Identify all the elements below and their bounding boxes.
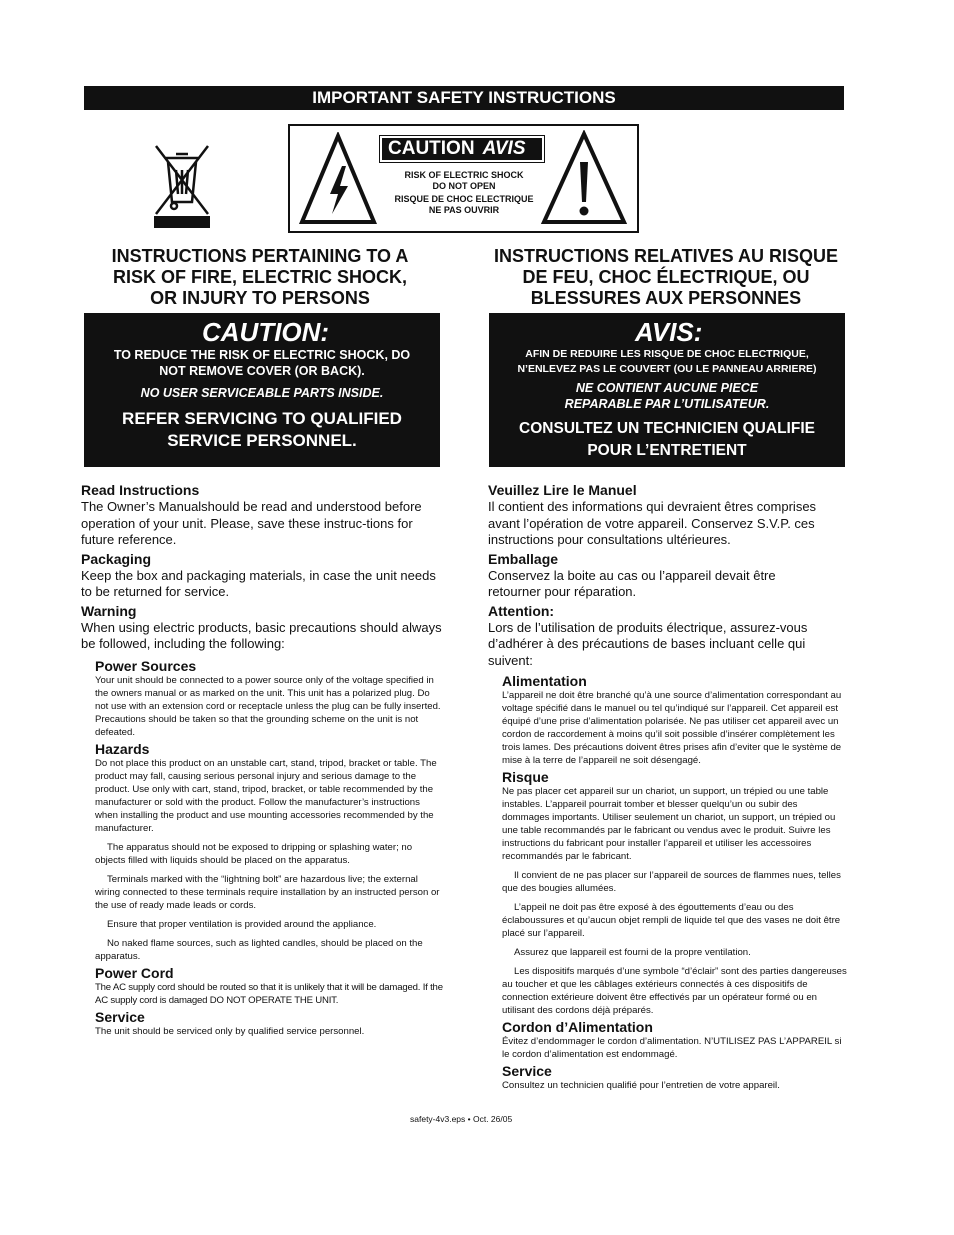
service-text: The unit should be serviced only by qualified service personnel. xyxy=(95,1025,365,1037)
warning-line-2: DO NOT OPEN xyxy=(432,181,496,191)
read-instructions-text: The Owner’s Manualshould be read and understood before operation of your unit. Please, save these instruc-tions for future reference. xyxy=(81,499,422,547)
caution-title: CAUTION: xyxy=(202,317,330,347)
veuillez-lire-text: Il contient des informations qui devraient êtres comprises avant l’opération de votre appareil. Conservez S.V.P. ces instructions pour consultations ultérieures. xyxy=(488,499,817,547)
emballage-text: Conservez la boite au cas ou l’appareil devait être retourner pour réparation. xyxy=(488,567,776,599)
exclamation-triangle-icon xyxy=(540,130,628,227)
cordon-heading: Cordon d’Alimentation xyxy=(502,1019,653,1035)
emballage-heading: Emballage xyxy=(488,550,559,567)
avis-line-3b: REPARABLE PAR L’UTILISATEUR. xyxy=(564,397,770,411)
risque-text-5: Les dispositifs marqués d’une symbole “d’éclair” sont des parties dangereuses au toucher et que les câblages extérieurs connectés à ces dispositifs de connection extérieure doivent être effectivés par un opérateur formé ou en utilisant des cordons déjà préparés. xyxy=(502,966,847,1016)
english-caution-box xyxy=(84,313,440,467)
page-title-bar: IMPORTANT SAFETY INSTRUCTIONS xyxy=(84,86,844,110)
footer-file-label: safety-4v3.eps • Oct. 26/05 xyxy=(410,1114,513,1124)
packaging-text: Keep the box and packaging materials, in case the unit needs to be returned for service. xyxy=(81,567,436,599)
attention-text: Lors de l’utilisation de produits électrique, assurez-vous d’adhérer à des précautions de bases incluant celle qui suivent: xyxy=(488,619,808,668)
caution-line-2: NOT REMOVE COVER (OR BACK). xyxy=(159,364,365,378)
warning-heading: Warning xyxy=(81,602,137,619)
read-instructions-heading: Read Instructions xyxy=(81,482,200,498)
avis-line-4: CONSULTEZ UN TECHNICIEN QUALIFIE xyxy=(519,420,815,437)
caution-line-3: NO USER SERVICEABLE PARTS INSIDE. xyxy=(140,386,384,400)
packaging-heading: Packaging xyxy=(81,550,152,567)
french-instructions-column xyxy=(488,482,853,1092)
avis-line-3: NE CONTIENT AUCUNE PIECE xyxy=(575,381,759,395)
french-avis-box xyxy=(489,313,845,467)
warning-line-3: RISQUE DE CHOC ELECTRIQUE xyxy=(394,194,534,204)
lightning-bolt-triangle-icon xyxy=(298,132,378,227)
power-cord-text: The AC supply cord should be routed so that it is unlikely that it will be damaged. If the AC supply cord is damaged DO NOT OPERATE THE UNIT. xyxy=(95,981,443,1006)
hazards-text-3: Terminals marked with the “lightning bolt” are hazardous live; the external wiring connected to these terminals require installation by an instructed person or the use of ready made leads or cords. xyxy=(95,873,440,911)
warning-line-1: RISK OF ELECTRIC SHOCK xyxy=(404,170,524,180)
power-sources-text: Your unit should be connected to a power source only of the voltage specified in the owners manual or as marked on the unit. This unit has a polarized plug. Do not use with an extension cord or receptacle unless the plug can be fully inserted. Precautions should be taken so that the grounding scheme on the unit is not defeated. xyxy=(95,674,441,738)
service-fr-heading: Service xyxy=(502,1063,552,1079)
hazards-text-2: The apparatus should not be exposed to dripping or splashing water; no objects filled with liquids should be placed on the apparatus. xyxy=(95,841,413,866)
avis-title: AVIS: xyxy=(635,317,703,347)
alimentation-heading: Alimentation xyxy=(502,673,587,689)
hazards-text: Do not place this product on an unstable cart, stand, tripod, bracket or table. The product may fall, causing serious personal injury and serious damage to the product. Use only with cart, stand, tripod, bracket, or table recommended by the manufacturer or sold with the product. Follow the manufacturer’s instructions when installing the product and use mounting accessories recommended by the manufacturer. xyxy=(95,757,437,834)
veuillez-lire-heading: Veuillez Lire le Manuel xyxy=(488,482,637,498)
hazards-text-5: No naked flame sources, such as lighted candles, should be placed on the apparatus. xyxy=(95,937,423,962)
risque-text-4: Assurez que lappareil est fourni de la propre ventilation. xyxy=(514,947,751,958)
caution-line-1: TO REDUCE THE RISK OF ELECTRIC SHOCK, DO xyxy=(113,348,411,362)
english-instructions-column xyxy=(81,482,446,1038)
service-fr-text: Consultez un technicien qualifié pour l’entretien de votre appareil. xyxy=(502,1080,780,1091)
warning-line-4: NE PAS OUVRIR xyxy=(428,205,500,215)
alimentation-text: L’appareil ne doit être branché qu’à une source d’alimentation correspondant au voltage spécifié dans le manuel ou tel qu’indiqué sur l’appareil. Cet appareil est équipé d’une prise d’alimentation polarisée. Ne pas utiliser cet appareil avec un cordon de raccordement à moins qu’il soit possible d’insérer complètement les trois lames. Des précautions doivent êtres prises afin d’eviter que le système de mise à la terre de l’appareil ne soit désengagé. xyxy=(502,690,842,766)
cordon-text: Évitez d’endommager le cordon d’alimentation. N’UTILISEZ PAS L’APPAREIL si le cordon d’alimentation est endommagé. xyxy=(502,1036,842,1060)
caution-avis-badge: CAUTION AVIS xyxy=(380,136,544,162)
power-sources-heading: Power Sources xyxy=(95,657,197,674)
risque-text-3: L’appeil ne doit pas être exposé à des égouttements d’eau ou des éclaboussures et qu’aucun objet rempli de liquide tel que des vases ne doit être placé sur l’appareil. xyxy=(502,902,841,939)
french-heading: INSTRUCTIONS RELATIVES AU RISQUE DE FEU, CHOC ÉLECTRIQUE, OU BLESSURES AUX PERSONNES xyxy=(493,246,839,308)
hazards-heading: Hazards xyxy=(95,740,150,757)
avis-line-2: N’ENLEVEZ PAS LE COUVERT (OU LE PANNEAU ARRIERE) xyxy=(517,363,817,375)
attention-heading: Attention: xyxy=(488,602,555,619)
warning-text: When using electric products, basic precautions should always be followed, including the following: xyxy=(81,619,442,651)
avis-line-1: AFIN DE REDUIRE LES RISQUE DE CHOC ELECTRIQUE, xyxy=(525,348,809,360)
hazards-text-4: Ensure that proper ventilation is provided around the appliance. xyxy=(107,918,377,930)
risque-heading: Risque xyxy=(502,769,549,785)
english-heading: INSTRUCTIONS PERTAINING TO A RISK OF FIRE, ELECTRIC SHOCK, OR INJURY TO PERSONS xyxy=(111,246,409,308)
caution-line-4: REFER SERVICING TO QUALIFIED xyxy=(122,409,402,428)
service-heading: Service xyxy=(95,1008,145,1025)
caution-warning-label xyxy=(288,124,639,233)
avis-line-5: POUR L’ENTRETIENT xyxy=(587,442,747,459)
risque-text-2: Il convient de ne pas placer sur l’appareil de sources de flammes nues, telles que des bougies allumées. xyxy=(502,870,841,894)
risque-text: Ne pas placer cet appareil sur un chariot, un support, un trépied ou une table instables. L’appareil pourrait tomber et blesser quelqu’un ou subir des dommages importants. Utiliser seulement un chariot, un support, un trépied ou une table recommandés par le fabricant ou vendus avec le produit. Suivre les instructions du fabricant pour installer l’appareil et utiliser les accessoires recommandés par le fabricant. xyxy=(502,786,836,862)
crossed-out-wheelie-bin-icon xyxy=(150,140,214,230)
power-cord-heading: Power Cord xyxy=(95,964,174,981)
caution-line-5: SERVICE PERSONNEL. xyxy=(167,431,357,450)
